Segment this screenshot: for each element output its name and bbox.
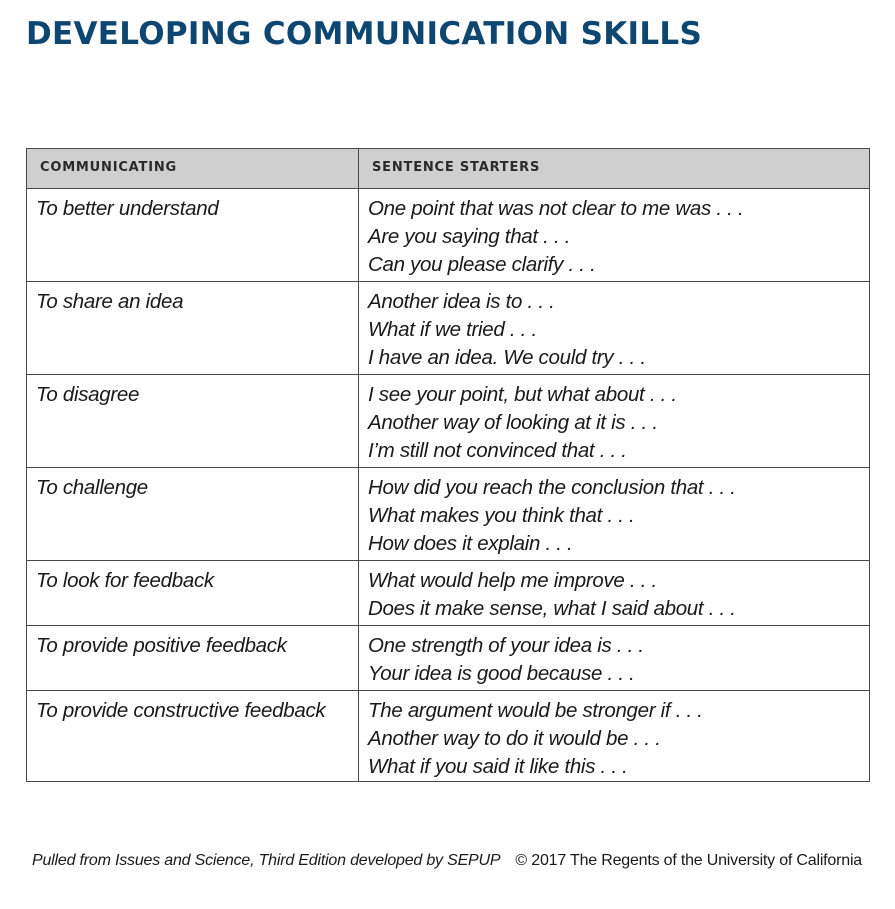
table-row (27, 282, 870, 375)
table-row (27, 691, 870, 782)
sentence-starter: Does it make sense, what I said about . . . (368, 597, 736, 620)
sentence-starter: I’m still not convinced that . . . (368, 439, 627, 462)
copyright-notice: © 2017 The Regents of the University of California (515, 852, 862, 869)
sentence-starter: One point that was not clear to me was . . . (368, 197, 744, 220)
sentence-starter: What makes you think that . . . (368, 504, 635, 527)
sentence-starter: How did you reach the conclusion that . . . (368, 476, 736, 499)
purpose-cell: To share an idea (27, 282, 359, 375)
sentence-starter: Are you saying that . . . (368, 225, 571, 248)
column-header-sentence-starters: SENTENCE STARTERS (359, 149, 870, 189)
sentence-starter: Another idea is to . . . (368, 290, 555, 313)
starters-cell (359, 468, 870, 561)
starters-cell (359, 282, 870, 375)
starters-cell (359, 189, 870, 282)
sentence-starter: I have an idea. We could try . . . (368, 346, 646, 369)
source-credit: Pulled from Issues and Science, Third Edition developed by SEPUP (32, 852, 501, 869)
starters-cell (359, 691, 870, 782)
sentence-starter: One strength of your idea is . . . (368, 634, 644, 657)
sentence-starter: How does it explain . . . (368, 532, 573, 555)
sentence-starter: What would help me improve . . . (368, 569, 657, 592)
column-header-communicating: COMMUNICATING (27, 149, 359, 189)
sentence-starter: Your idea is good because . . . (368, 662, 635, 685)
table-row (27, 626, 870, 691)
table-row (27, 561, 870, 626)
sentence-starter: Another way to do it would be . . . (368, 727, 661, 750)
sentence-starter: Another way of looking at it is . . . (368, 411, 658, 434)
purpose-cell: To look for feedback (27, 561, 359, 626)
starters-cell (359, 626, 870, 691)
table-row (27, 189, 870, 282)
sentence-starter: I see your point, but what about . . . (368, 383, 677, 406)
table-row (27, 375, 870, 468)
purpose-cell: To provide constructive feedback (27, 691, 359, 782)
starters-cell (359, 375, 870, 468)
purpose-cell: To provide positive feedback (27, 626, 359, 691)
table-row (27, 468, 870, 561)
purpose-cell: To disagree (27, 375, 359, 468)
purpose-cell: To better understand (27, 189, 359, 282)
sentence-starter: What if you said it like this . . . (368, 755, 628, 778)
page-title: DEVELOPING COMMUNICATION SKILLS (26, 16, 703, 52)
communication-skills-table (26, 148, 870, 782)
table-header-row (27, 149, 870, 189)
sentence-starter: The argument would be stronger if . . . (368, 699, 703, 722)
purpose-cell: To challenge (27, 468, 359, 561)
sentence-starter: Can you please clarify . . . (368, 253, 596, 276)
starters-cell (359, 561, 870, 626)
sentence-starter: What if we tried . . . (368, 318, 537, 341)
